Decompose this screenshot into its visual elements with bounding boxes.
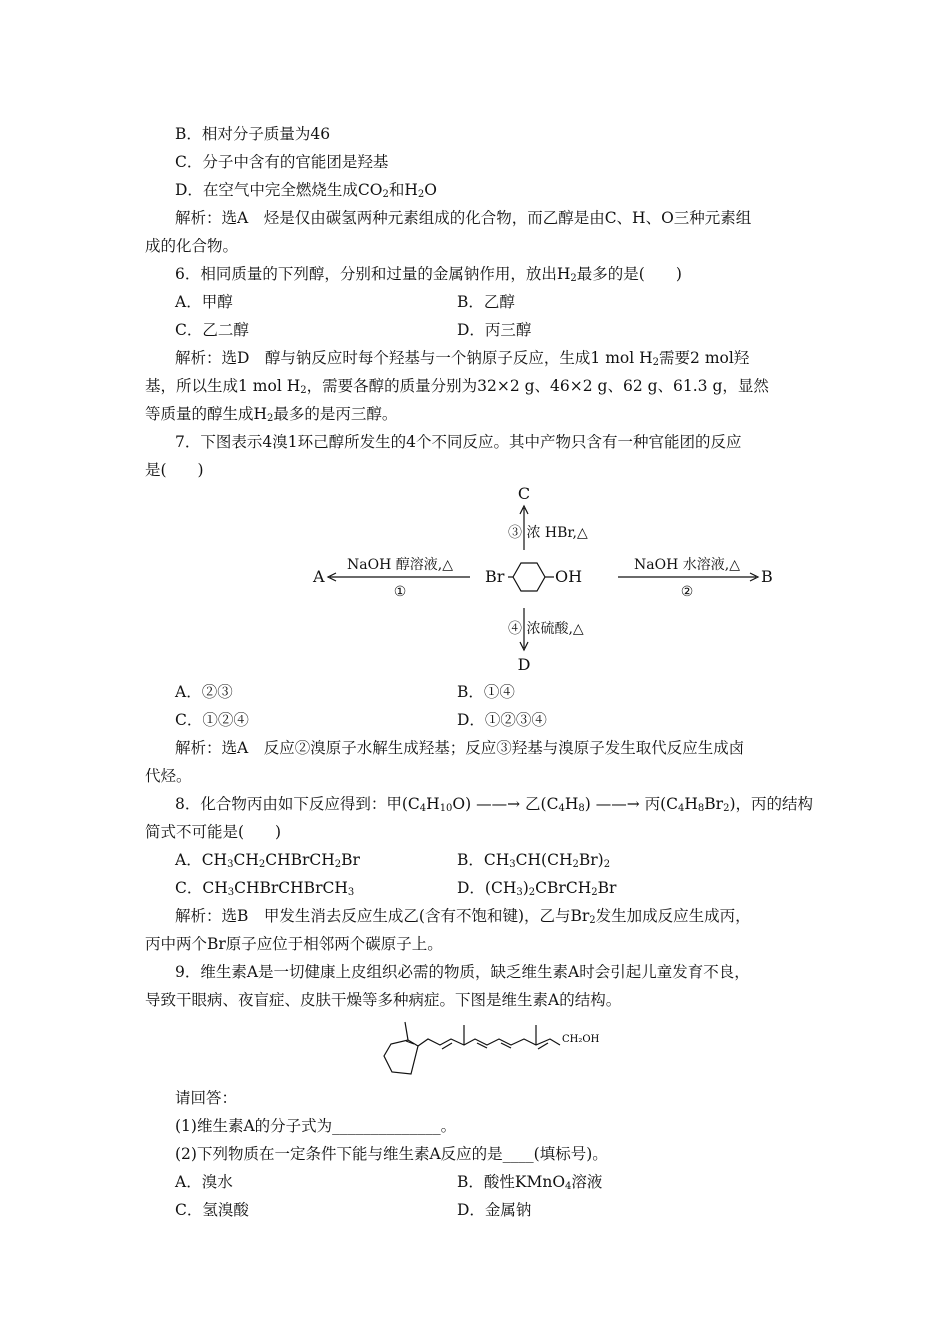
reaction-1-top: NaOH 醇溶液,△ [347, 557, 453, 573]
q5-option-b: B．相对分子质量为46 [175, 125, 331, 143]
q8-option-b: B．$CH_3CH(CH_2Br)_2$ [457, 851, 611, 870]
cyclohexene-ring [384, 1040, 418, 1074]
oh-label: OH [555, 567, 583, 586]
q6-solution-line1: 解析：选D 醇与钠反应时每个羟基与一个钠原子反应，生成1 mol $H_2$需要2 mol羟 [175, 349, 750, 368]
product-b-label: B [761, 567, 773, 586]
double-bond-1 [442, 1043, 452, 1049]
methyl-1 [405, 1022, 408, 1040]
q6-solution-line3: 等质量的醇生成$H_2$最多的是丙三醇。 [145, 405, 398, 424]
q6-option-a: A．甲醇 [175, 293, 233, 311]
reaction-4-label: ④ 浓硫酸,△ [508, 621, 584, 637]
product-c-label: C [517, 484, 531, 503]
q5-solution-line1: 解析：选A 烃是仅由碳氢两种元素组成的化合物，而乙醇是由C、H、O三种元素组 [175, 209, 752, 227]
product-a-label: A [313, 567, 325, 586]
q8-option-a: A．$CH_3CH_2CHBrCH_2Br$ [175, 851, 360, 870]
q7-stem-line1: 7．下图表示4溴1环己醇所发生的4个不同反应。其中产物只含有一种官能团的反应 [175, 433, 742, 451]
q9-option-a: A．溴水 [175, 1173, 233, 1191]
q9-stem-line1: 9．维生素A是一切健康上皮组织必需的物质，缺乏维生素A时会引起儿童发育不良， [175, 963, 750, 981]
reaction-2-top: NaOH 水溶液,△ [634, 557, 740, 573]
q7-solution-line1: 解析：选A 反应②溴原子水解生成羟基；反应③羟基与溴原子发生取代反应生成卤 [175, 739, 745, 757]
q9-option-c: C．氢溴酸 [175, 1201, 249, 1219]
reaction-diagram [300, 480, 790, 676]
q5-option-d: D．在空气中完全燃烧生成$CO_2$和$H_2O$ [175, 181, 437, 200]
q9-option-d: D．金属钠 [457, 1201, 532, 1219]
q6-option-d: D．丙三醇 [457, 321, 532, 339]
q7-option-a: A．②③ [175, 683, 233, 701]
q7-option-b: B．①④ [457, 683, 515, 701]
q9-option-b: B．酸性KMnO$_4$溶液 [457, 1173, 603, 1192]
q9-stem-line2: 导致干眼病、夜盲症、皮肤干燥等多种病症。下图是维生素A的结构。 [145, 991, 622, 1009]
q7-stem-line2: 是( ) [145, 461, 204, 479]
q7-solution-line2: 代烃。 [145, 767, 192, 785]
q9-subquestion-1: (1)维生素A的分子式为______________。 [175, 1117, 457, 1135]
q6-stem: 6．相同质量的下列醇，分别和过量的金属钠作用，放出$H_2$最多的是( ) [175, 265, 682, 284]
q9-prompt: 请回答： [175, 1089, 238, 1107]
q6-option-b: B．乙醇 [457, 293, 515, 311]
q6-option-c: C．乙二醇 [175, 321, 249, 339]
q7-option-c: C．①②④ [175, 711, 249, 729]
q8-option-d: D．$(CH_3)_2CBrCH_2Br$ [457, 879, 617, 898]
product-d-label: D [517, 655, 531, 674]
q5-option-c: C．分子中含有的官能团是羟基 [175, 153, 389, 171]
q8-stem-line2: 简式不可能是( ) [145, 823, 282, 841]
polyene-chain [418, 1039, 560, 1046]
br-label: Br [485, 567, 505, 586]
q8-stem-line1: 8．化合物丙由如下反应得到：甲$(C_4H_{10}O)$ ——→ 乙$(C_4H_8)$ ——→ 丙$(C_4H_8Br_2)$，丙的结构 [175, 795, 814, 814]
ch2oh-label: CH₂OH [562, 1034, 600, 1045]
vitamin-a-structure [378, 1017, 608, 1079]
q8-option-c: C．$CH_3CHBrCHBrCH_3$ [175, 879, 355, 898]
reaction-3-label: ③ 浓 HBr,△ [508, 525, 588, 541]
q5-solution-line2: 成的化合物。 [145, 237, 239, 255]
reaction-2-bottom: ② [680, 584, 694, 600]
q8-solution-line1: 解析：选B 甲发生消去反应生成乙(含有不饱和键)，乙与$Br_2$发生加成反应生成丙， [175, 907, 751, 926]
cyclohexane-ring [513, 563, 545, 591]
q8-solution-line2: 丙中两个Br原子应位于相邻两个碳原子上。 [145, 935, 443, 953]
reaction-1-bottom: ① [393, 584, 407, 600]
q7-option-d: D．①②③④ [457, 711, 547, 729]
q6-solution-line2: 基，所以生成1 mol $H_2$，需要各醇的质量分别为32×2 g、46×2 g、62 g、61.3 g，显然 [145, 377, 769, 396]
q9-subquestion-2: (2)下列物质在一定条件下能与维生素A反应的是____(填标号)。 [175, 1145, 608, 1163]
